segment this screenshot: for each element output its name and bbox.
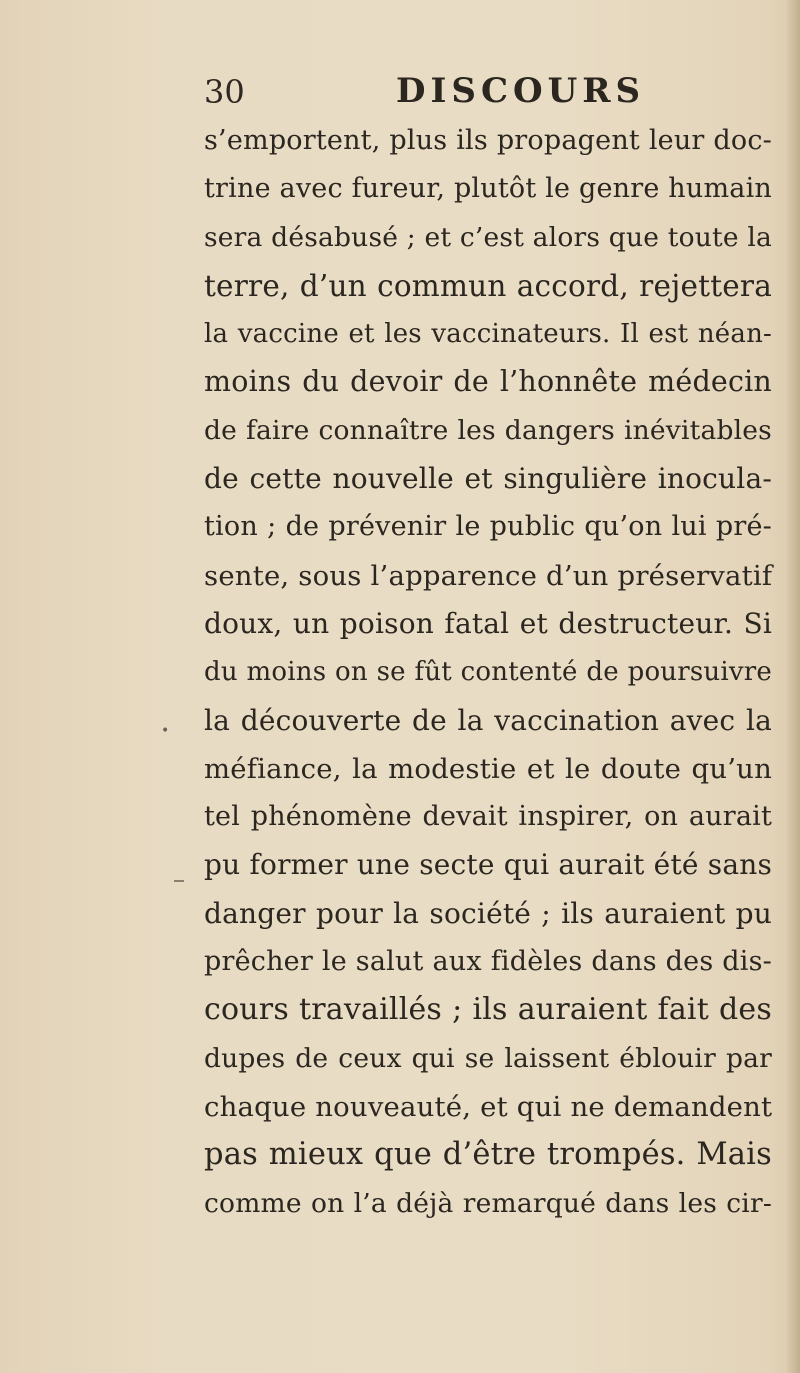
text-line: la vaccine et les vaccinateurs. Il est néan- xyxy=(204,319,772,350)
page-header xyxy=(204,68,646,118)
text-line: méfiance, la modestie et le doute qu’un xyxy=(204,752,772,785)
text-line: s’emportent, plus ils propagent leur doc- xyxy=(204,125,772,156)
text-line: tel phénomène devait inspirer, on aurait xyxy=(204,801,772,833)
text-line: du moins on se fût contenté de poursuivre xyxy=(204,657,772,688)
text-line: dupes de ceux qui se laissent éblouir par xyxy=(204,1042,772,1074)
page-edge-shadow xyxy=(786,0,800,1373)
running-head: DISCOURS xyxy=(396,71,646,111)
body-text xyxy=(204,117,772,1228)
text-line: doux, un poison fatal et destructeur. Si xyxy=(204,606,772,640)
text-line: comme on l’a déjà remarqué dans les cir- xyxy=(204,1187,772,1219)
text-line: de cette nouvelle et singulière inocula- xyxy=(204,462,772,496)
text-line: sera désabusé ; et c’est alors que toute la xyxy=(204,221,773,253)
text-line: tion ; de prévenir le public qu’on lui pré- xyxy=(204,511,772,543)
text-line: prêcher le salut aux fidèles dans des dis- xyxy=(204,946,772,978)
text-line: pas mieux que d’être trompés. Mais xyxy=(204,1137,772,1173)
text-line: moins du devoir de l’honnête médecin xyxy=(204,365,772,399)
text-line: terre, d’un commun accord, rejettera xyxy=(204,268,772,303)
text-line: danger pour la société ; ils auraient pu xyxy=(204,896,772,930)
text-line: de faire connaître les dangers inévitables xyxy=(204,414,772,446)
margin-speck-icon: • xyxy=(161,723,170,739)
text-line: cours travaillés ; ils auraient fait des xyxy=(204,992,772,1028)
text-line: la découverte de la vaccination avec la xyxy=(204,703,772,737)
margin-tick-mark xyxy=(174,880,184,882)
text-line: trine avec fureur, plutôt le genre humain xyxy=(204,173,773,205)
text-line: chaque nouveauté, et qui ne demandent xyxy=(204,1090,773,1123)
text-line: pu former une secte qui aurait été sans xyxy=(204,848,773,882)
text-line: sente, sous l’apparence d’un préservatif xyxy=(204,559,773,592)
page-number: 30 xyxy=(204,73,245,111)
